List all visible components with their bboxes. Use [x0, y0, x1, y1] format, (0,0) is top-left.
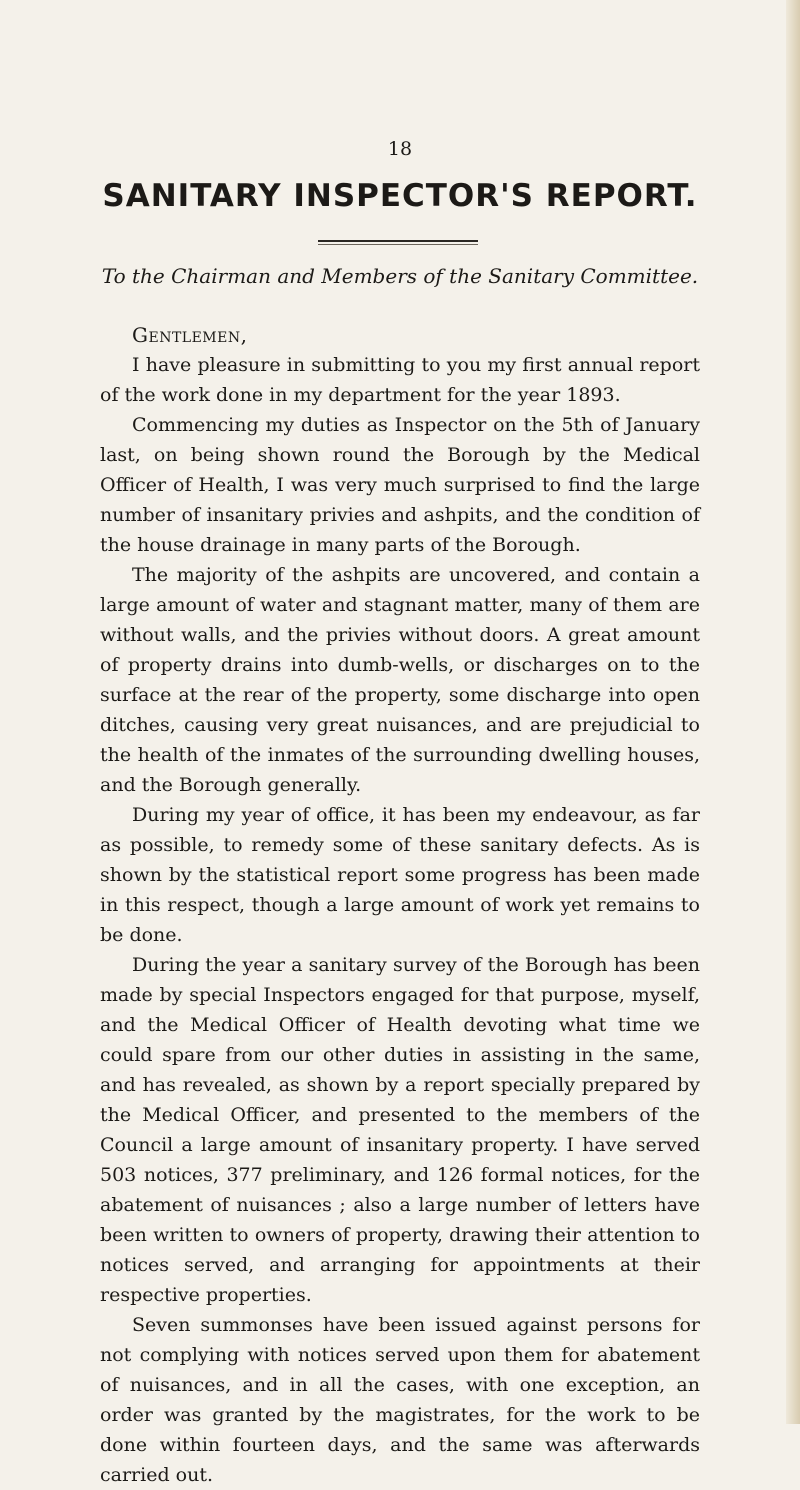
address-line: To the Chairman and Members of the Sanitary Committee. — [101, 264, 699, 288]
paragraph: During the year a sanitary survey of the Borough has been made by special Inspectors engaged for that purpose, myself, and the Medical Officer of Health devoting what time we could spare from our other duties in assisting in the same, and has revealed, as shown by a report specially prepared by the Medical Officer, and presented to the members of the Council a large amount of insanitary property. I have served 503 notices, 377 preliminary, and 126 formal notices, for the abatement of nuisances ; also a large number of letters have been written to owners of property, drawing their attention to notices served, and arranging for appointments at their respective properties. — [100, 954, 700, 1306]
salutation: Gentlemen, — [132, 323, 248, 347]
paragraph: Commencing my duties as Inspector on the 5th of January last, on being shown round the Borough by the Medical Officer of Health, I was very much surprised to find the large number of insanitary privies and ashpits, and the condition of the house drainage in many parts of the Borough. — [100, 414, 700, 556]
title-divider-thin — [318, 244, 478, 245]
paragraph: I have pleasure in submitting to you my first annual report of the work done in my department for the year 1893. — [100, 354, 700, 406]
title-divider — [318, 240, 478, 242]
page-title: SANITARY INSPECTOR'S REPORT. — [102, 178, 698, 214]
paragraph: Seven summonses have been issued against persons for not complying with notices served upon them for abatement of nuisances, and in all the cases, with one exception, an order was granted by the magistrates, for the work to be done within fourteen days, and the same was afterwards carried out. — [100, 1314, 700, 1486]
paragraph: During my year of office, it has been my endeavour, as far as possible, to remedy some of these sanitary defects. As is shown by the statistical report some progress has been made in this respect, though a large amount of work yet remains to be done. — [100, 804, 700, 946]
report-body — [100, 320, 700, 1490]
paragraph: The majority of the ashpits are uncovered, and contain a large amount of water and stagnant matter, many of them are without walls, and the privies without doors. A great amount of property drains into dumb-wells, or discharges on to the surface at the rear of the property, some discharge into open ditches, causing very great nuisances, and are prejudicial to the health of the inmates of the surrounding dwelling houses, and the Borough generally. — [100, 564, 700, 796]
page-number: 18 — [387, 138, 413, 160]
